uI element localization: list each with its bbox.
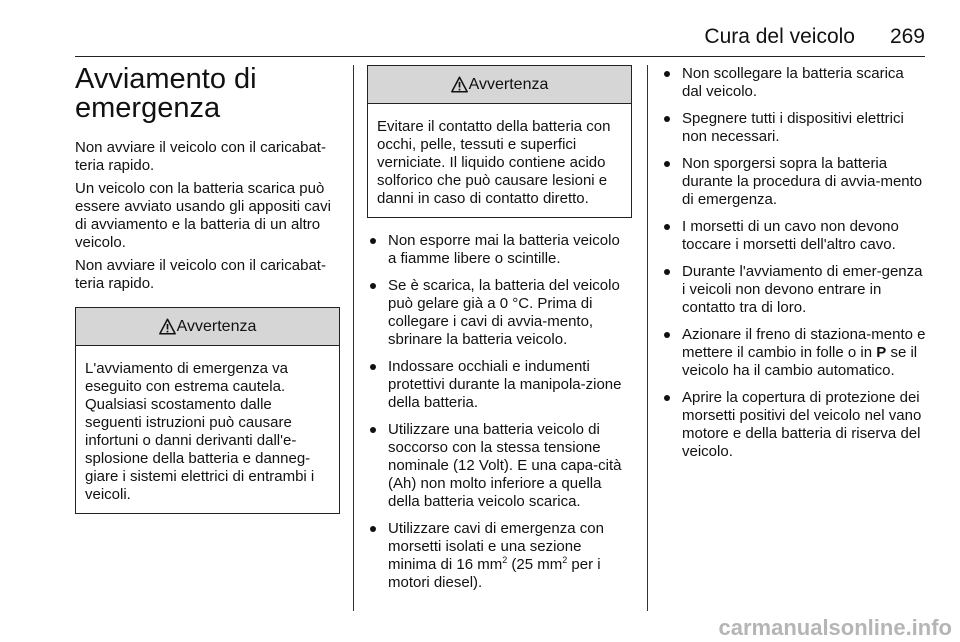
section-title: Cura del veicolo	[704, 25, 855, 48]
list-item: Non esporre mai la batteria veicolo a fiamme libere o scintille.	[367, 232, 632, 268]
list-item: Aprire la copertura di protezione dei morsetti positivi del veicolo nel vano motore e della batteria di riserva del veicolo.	[661, 389, 926, 461]
column-divider	[353, 65, 354, 611]
bullet-icon	[370, 526, 376, 532]
page-number: 269	[889, 25, 925, 48]
bullet-icon	[664, 224, 670, 230]
column-3	[661, 65, 926, 461]
list-item: Non sporgersi sopra la batteria durante la procedura di avvia-mento di emergenza.	[661, 155, 926, 209]
paragraph: Non avviare il veicolo con il caricabat-teria rapido.	[75, 139, 326, 174]
list-item: Utilizzare una batteria veicolo di soccorso con la stessa tensione nominale (12 Volt). E una capa-cità (Ah) non molto inferiore a quella della batteria veicolo scarica.	[367, 421, 632, 511]
warning-header	[368, 66, 631, 104]
bullet-icon	[664, 395, 670, 401]
bullet-list	[661, 65, 926, 461]
list-item: Non scollegare la batteria scarica dal veicolo.	[661, 65, 926, 101]
bullet-icon	[370, 427, 376, 433]
warning-triangle-icon	[159, 318, 176, 335]
list-item: Azionare il freno di staziona-mento e mettere il cambio in folle o in P se il veicolo ha il cambio automatico.	[661, 326, 926, 380]
warning-title: Avvertenza	[468, 75, 549, 93]
page-header	[75, 22, 925, 57]
warning-text: Evitare il contatto della batteria con occhi, pelle, tessuti e superfici verniciate. Il liquido contiene acido solforico che può causare lesioni e danni in caso di contatto diretto.	[377, 118, 611, 207]
watermark: carmanualsonline.info	[718, 615, 952, 640]
page-heading: Avviamento di emergenza	[75, 63, 257, 124]
bullet-icon	[664, 116, 670, 122]
paragraph: Non avviare il veicolo con il caricabat-teria rapido.	[75, 257, 326, 292]
list-item: Utilizzare cavi di emergenza con morsetti isolati e una sezione minima di 16 $mm^2$ (25 $mm^2$ per i motori diesel).	[367, 520, 632, 592]
list-item: Indossare occhiali e indumenti protettivi durante la manipola-zione della batteria.	[367, 358, 632, 412]
bullet-icon	[370, 364, 376, 370]
column-divider	[647, 65, 648, 611]
paragraph: Un veicolo con la batteria scarica può essere avviato usando gli appositi cavi di avviamento e la batteria di un altro veicolo.	[75, 180, 331, 251]
column-1	[75, 65, 340, 514]
bullet-list	[367, 232, 632, 592]
bullet-icon	[664, 269, 670, 275]
bullet-icon	[370, 238, 376, 244]
warning-header	[76, 308, 339, 346]
list-item: Durante l'avviamento di emer-genza i veicoli non devono entrare in contatto tra di loro.	[661, 263, 926, 317]
warning-triangle-icon	[451, 76, 468, 93]
warning-box	[367, 65, 632, 218]
warning-text: L'avviamento di emergenza va eseguito con estrema cautela. Qualsiasi scostamento dalle seguenti istruzioni può causare infortuni o danni derivanti dall'e-splosione della batteria e danneg-giare i sistemi elettrici di entrambi i veicoli.	[85, 360, 315, 503]
list-item: Se è scarica, la batteria del veicolo può gelare già a 0 °C. Prima di collegare i cavi di avvia-mento, sbrinare la batteria veicolo.	[367, 277, 632, 349]
column-2	[367, 65, 632, 592]
warning-title: Avvertenza	[176, 317, 257, 335]
warning-box	[75, 307, 340, 514]
bullet-icon	[664, 161, 670, 167]
bullet-icon	[664, 71, 670, 77]
bullet-icon	[370, 283, 376, 289]
bullet-icon	[664, 332, 670, 338]
list-item: I morsetti di un cavo non devono toccare i morsetti dell'altro cavo.	[661, 218, 926, 254]
list-item: Spegnere tutti i dispositivi elettrici non necessari.	[661, 110, 926, 146]
